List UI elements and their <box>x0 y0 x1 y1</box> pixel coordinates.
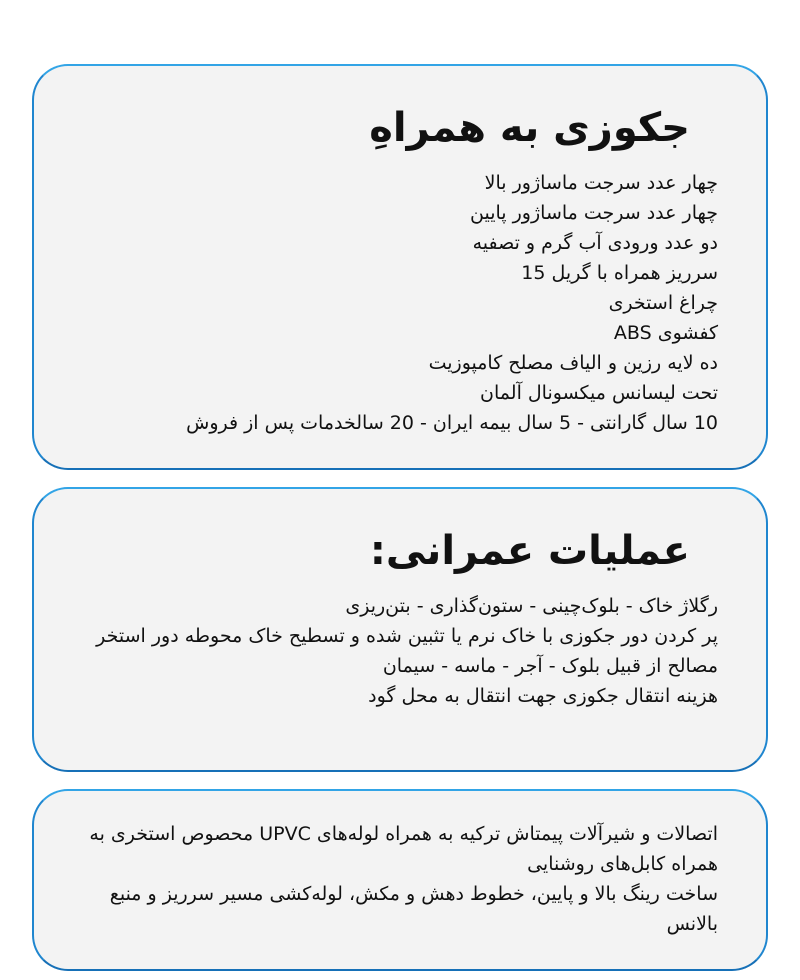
list-item: اتصالات و شیرآلات پیمتاش ترکیه به همراه لوله‌های UPVC محصوص استخری به همراه کابل‌های روشنایی <box>89 823 718 875</box>
jacuzzi-features-list <box>38 168 718 438</box>
list-item: ساخت رینگ بالا و پایین، خطوط دهش و مکش، لوله‌کشی مسیر سرریز و منبع بالانس <box>109 883 718 935</box>
list-item: چهار عدد سرجت ماساژور پایین <box>470 202 718 224</box>
plumbing-card <box>32 789 768 971</box>
construction-works-title: عملیات عمرانی: <box>369 528 690 574</box>
list-item: رگلاژ خاک - بلوک‌چینی - ستون‌گذاری - بتن‌ریزی <box>345 595 718 617</box>
list-item: کفشوی ABS <box>613 322 718 344</box>
list-item: پر کردن دور جکوزی با خاک نرم یا تثبین شده و تسطیح خاک محوطه دور استخر <box>96 625 718 647</box>
plumbing-list <box>88 819 718 939</box>
construction-works-card <box>32 487 768 772</box>
list-item: چراغ استخری <box>608 292 718 314</box>
construction-works-list <box>88 591 718 711</box>
list-item: دو عدد ورودی آب گرم و تصفیه <box>472 232 718 254</box>
jacuzzi-features-title: جکوزی به همراهِ <box>369 105 690 151</box>
list-item: مصالح از قبیل بلوک - آجر - ماسه - سیمان <box>382 655 718 677</box>
list-item: سرریز همراه با گریل 15 <box>521 262 718 284</box>
jacuzzi-features-card <box>32 64 768 470</box>
list-item: ده لایه رزین و الیاف مصلح کامپوزیت <box>428 352 718 374</box>
list-item: هزینه انتقال جکوزی جهت انتقال به محل گود <box>368 685 718 707</box>
list-item: تحت لیسانس میکسونال آلمان <box>480 382 718 404</box>
list-item: چهار عدد سرجت ماساژور بالا <box>484 172 718 194</box>
list-item: 10 سال گارانتی - 5 سال بیمه ایران - 20 سالخدمات پس از فروش <box>186 412 718 434</box>
